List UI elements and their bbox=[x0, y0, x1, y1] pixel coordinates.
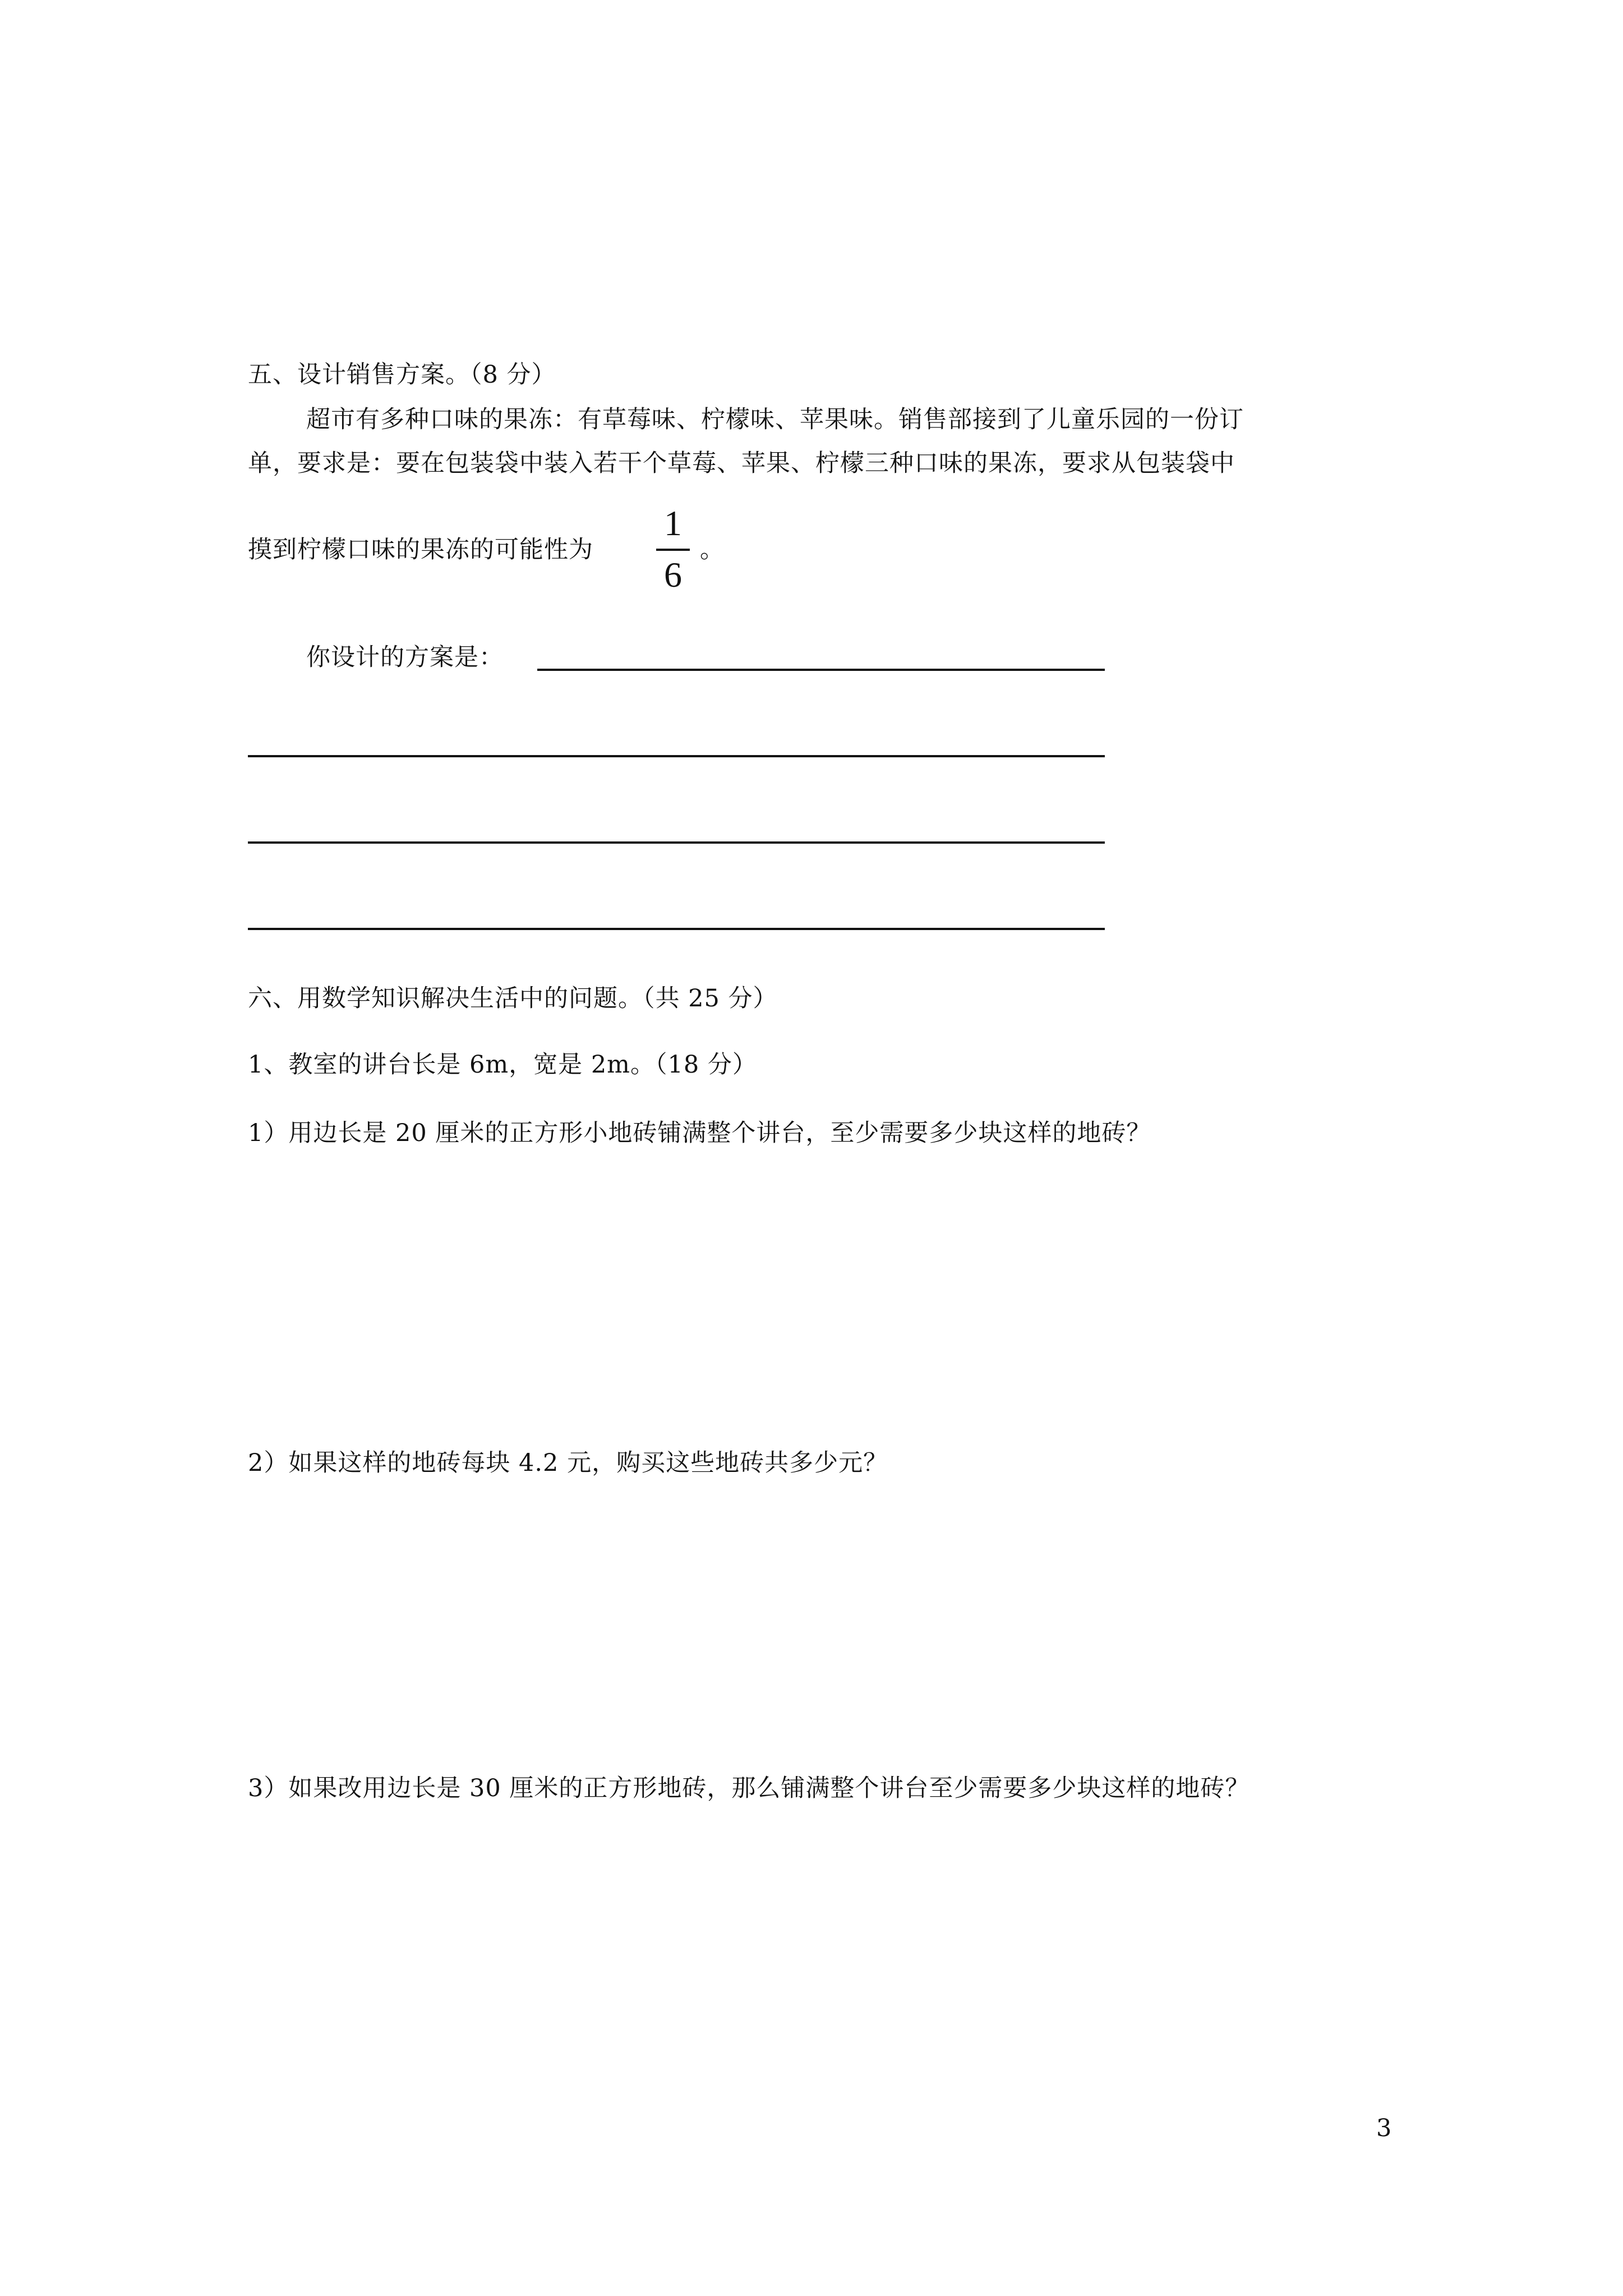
section-5-heading: 五、设计销售方案。（8 分） bbox=[248, 361, 556, 389]
fraction-bar bbox=[656, 549, 690, 551]
sentence-end-period: 。 bbox=[700, 536, 725, 564]
question-1-part-2: 2）如果这样的地砖每块 4.2 元，购买这些地砖共多少元？ bbox=[248, 1449, 888, 1477]
answer-line-1[interactable] bbox=[537, 669, 1105, 671]
question-1-part-1: 1）用边长是 20 厘米的正方形小地砖铺满整个讲台，至少需要多少块这样的地砖？ bbox=[248, 1119, 1151, 1147]
answer-line-3[interactable] bbox=[248, 841, 1105, 844]
section-6-heading: 六、用数学知识解决生活中的问题。（共 25 分） bbox=[248, 984, 778, 1013]
fraction-denominator: 6 bbox=[664, 555, 682, 595]
fraction-numerator: 1 bbox=[664, 503, 682, 543]
probability-fraction bbox=[655, 504, 691, 596]
answer-line-4[interactable] bbox=[248, 928, 1105, 930]
question-1: 1、教室的讲台长是 6m，宽是 2m。（18 分） bbox=[248, 1051, 757, 1079]
answer-line-2[interactable] bbox=[248, 755, 1105, 757]
section-5-paragraph-line-1: 超市有多种口味的果冻：有草莓味、柠檬味、苹果味。销售部接到了儿童乐园的一份订 bbox=[306, 406, 1244, 434]
page-number: 3 bbox=[1376, 2114, 1393, 2142]
section-5-paragraph-line-3: 摸到柠檬口味的果冻的可能性为 bbox=[248, 536, 593, 564]
question-1-part-3: 3）如果改用边长是 30 厘米的正方形地砖，那么铺满整个讲台至少需要多少块这样的地砖？ bbox=[248, 1774, 1250, 1802]
plan-label: 你设计的方案是： bbox=[306, 643, 504, 671]
section-5-paragraph-line-2: 单，要求是：要在包装袋中装入若干个草莓、苹果、柠檬三种口味的果冻，要求从包装袋中 bbox=[248, 449, 1235, 477]
